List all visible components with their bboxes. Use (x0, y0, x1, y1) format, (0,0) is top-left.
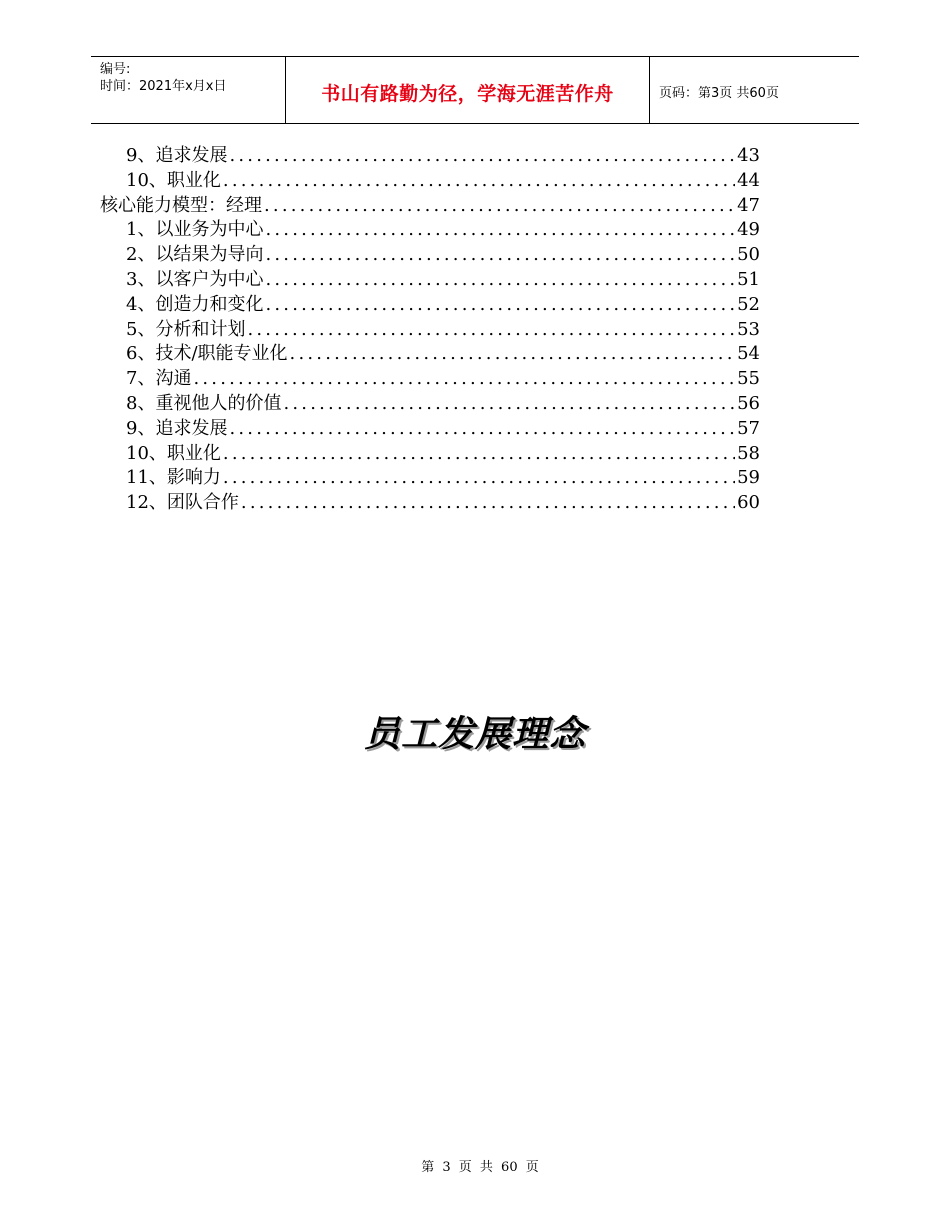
toc-dot-leader (265, 218, 735, 243)
toc-entry-title: 6、技术/职能专业化 (126, 343, 288, 365)
toc-entry[interactable] (100, 218, 760, 243)
toc-dot-leader (223, 466, 735, 491)
toc-entry[interactable] (100, 491, 760, 516)
toc-dot-leader (265, 293, 735, 318)
toc-entry-page-number: 53 (737, 318, 760, 340)
toc-dot-leader (223, 442, 735, 467)
toc-entry-page-number: 58 (737, 442, 760, 464)
page-header (91, 56, 859, 124)
toc-entry[interactable] (100, 169, 760, 194)
toc-entry-page-number: 55 (737, 368, 760, 390)
toc-entry-title: 4、创造力和变化 (126, 293, 264, 315)
toc-entry-page-number: 52 (737, 293, 760, 315)
toc-entry[interactable] (100, 466, 760, 491)
toc-dot-leader (223, 169, 735, 194)
toc-entry-title: 2、以结果为导向 (126, 244, 264, 266)
header-motto: 书山有路勤为径，学海无涯苦作舟 (286, 57, 650, 123)
toc-entry-title: 1、以业务为中心 (126, 219, 264, 241)
toc-entry-page-number: 51 (737, 268, 760, 290)
toc-entry-page-number: 44 (737, 169, 760, 191)
toc-dot-leader (241, 491, 735, 516)
toc-entry-page-number: 50 (737, 244, 760, 266)
toc-entry-title: 11、影响力 (126, 467, 221, 489)
toc-entry[interactable] (100, 318, 760, 343)
toc-dot-leader (229, 417, 735, 442)
toc-entry-page-number: 60 (737, 492, 760, 514)
toc-entry[interactable] (100, 293, 760, 318)
toc-entry-title: 9、追求发展 (126, 145, 228, 166)
section-title: 员工发展理念 (363, 714, 586, 755)
toc-entry-title: 8、重视他人的价值 (126, 392, 282, 414)
toc-entry[interactable] (100, 268, 760, 293)
toc-entry-title: 10、职业化 (126, 169, 221, 191)
toc-entry-page-number: 43 (737, 145, 760, 166)
toc-entry-page-number: 57 (737, 417, 760, 439)
toc-entry-title: 核心能力模型：经理 (100, 194, 262, 216)
page-footer: 第 3 页 共 60 页 (421, 1160, 539, 1175)
toc-entry-page-number: 56 (737, 392, 760, 414)
toc-entry-title: 12、团队合作 (126, 492, 239, 514)
header-meta (91, 57, 286, 123)
toc-dot-leader (290, 342, 736, 367)
toc-entry-page-number: 59 (737, 467, 760, 489)
toc-entry-page-number: 49 (737, 219, 760, 241)
toc-entry[interactable] (100, 392, 760, 417)
toc-dot-leader (229, 144, 735, 169)
toc-dot-leader (247, 318, 735, 343)
toc-dot-leader (265, 268, 735, 293)
header-page-info: 页码：第3页 共60页 (659, 85, 779, 101)
table-of-contents (100, 144, 760, 516)
toc-entry-title: 9、追求发展 (126, 417, 228, 439)
toc-entry[interactable] (100, 144, 760, 169)
document-number-label: 编号: (100, 62, 131, 77)
toc-entry-title: 10、职业化 (126, 442, 221, 464)
toc-entry[interactable] (100, 442, 760, 467)
toc-entry[interactable] (100, 417, 760, 442)
toc-entry[interactable] (100, 243, 760, 268)
toc-entry[interactable] (100, 367, 760, 392)
toc-dot-leader (264, 194, 735, 219)
toc-entry-page-number: 54 (737, 343, 760, 365)
toc-dot-leader (283, 392, 735, 417)
toc-dot-leader (265, 243, 735, 268)
toc-entry[interactable] (100, 342, 760, 367)
toc-entry-page-number: 47 (737, 194, 760, 216)
toc-entry-title: 5、分析和计划 (126, 318, 246, 340)
toc-entry-title: 7、沟通 (126, 368, 192, 390)
toc-entry[interactable] (100, 194, 760, 219)
toc-dot-leader (193, 367, 735, 392)
document-time-label: 时间：2021年x月x日 (100, 79, 227, 94)
toc-entry-title: 3、以客户为中心 (126, 268, 264, 290)
